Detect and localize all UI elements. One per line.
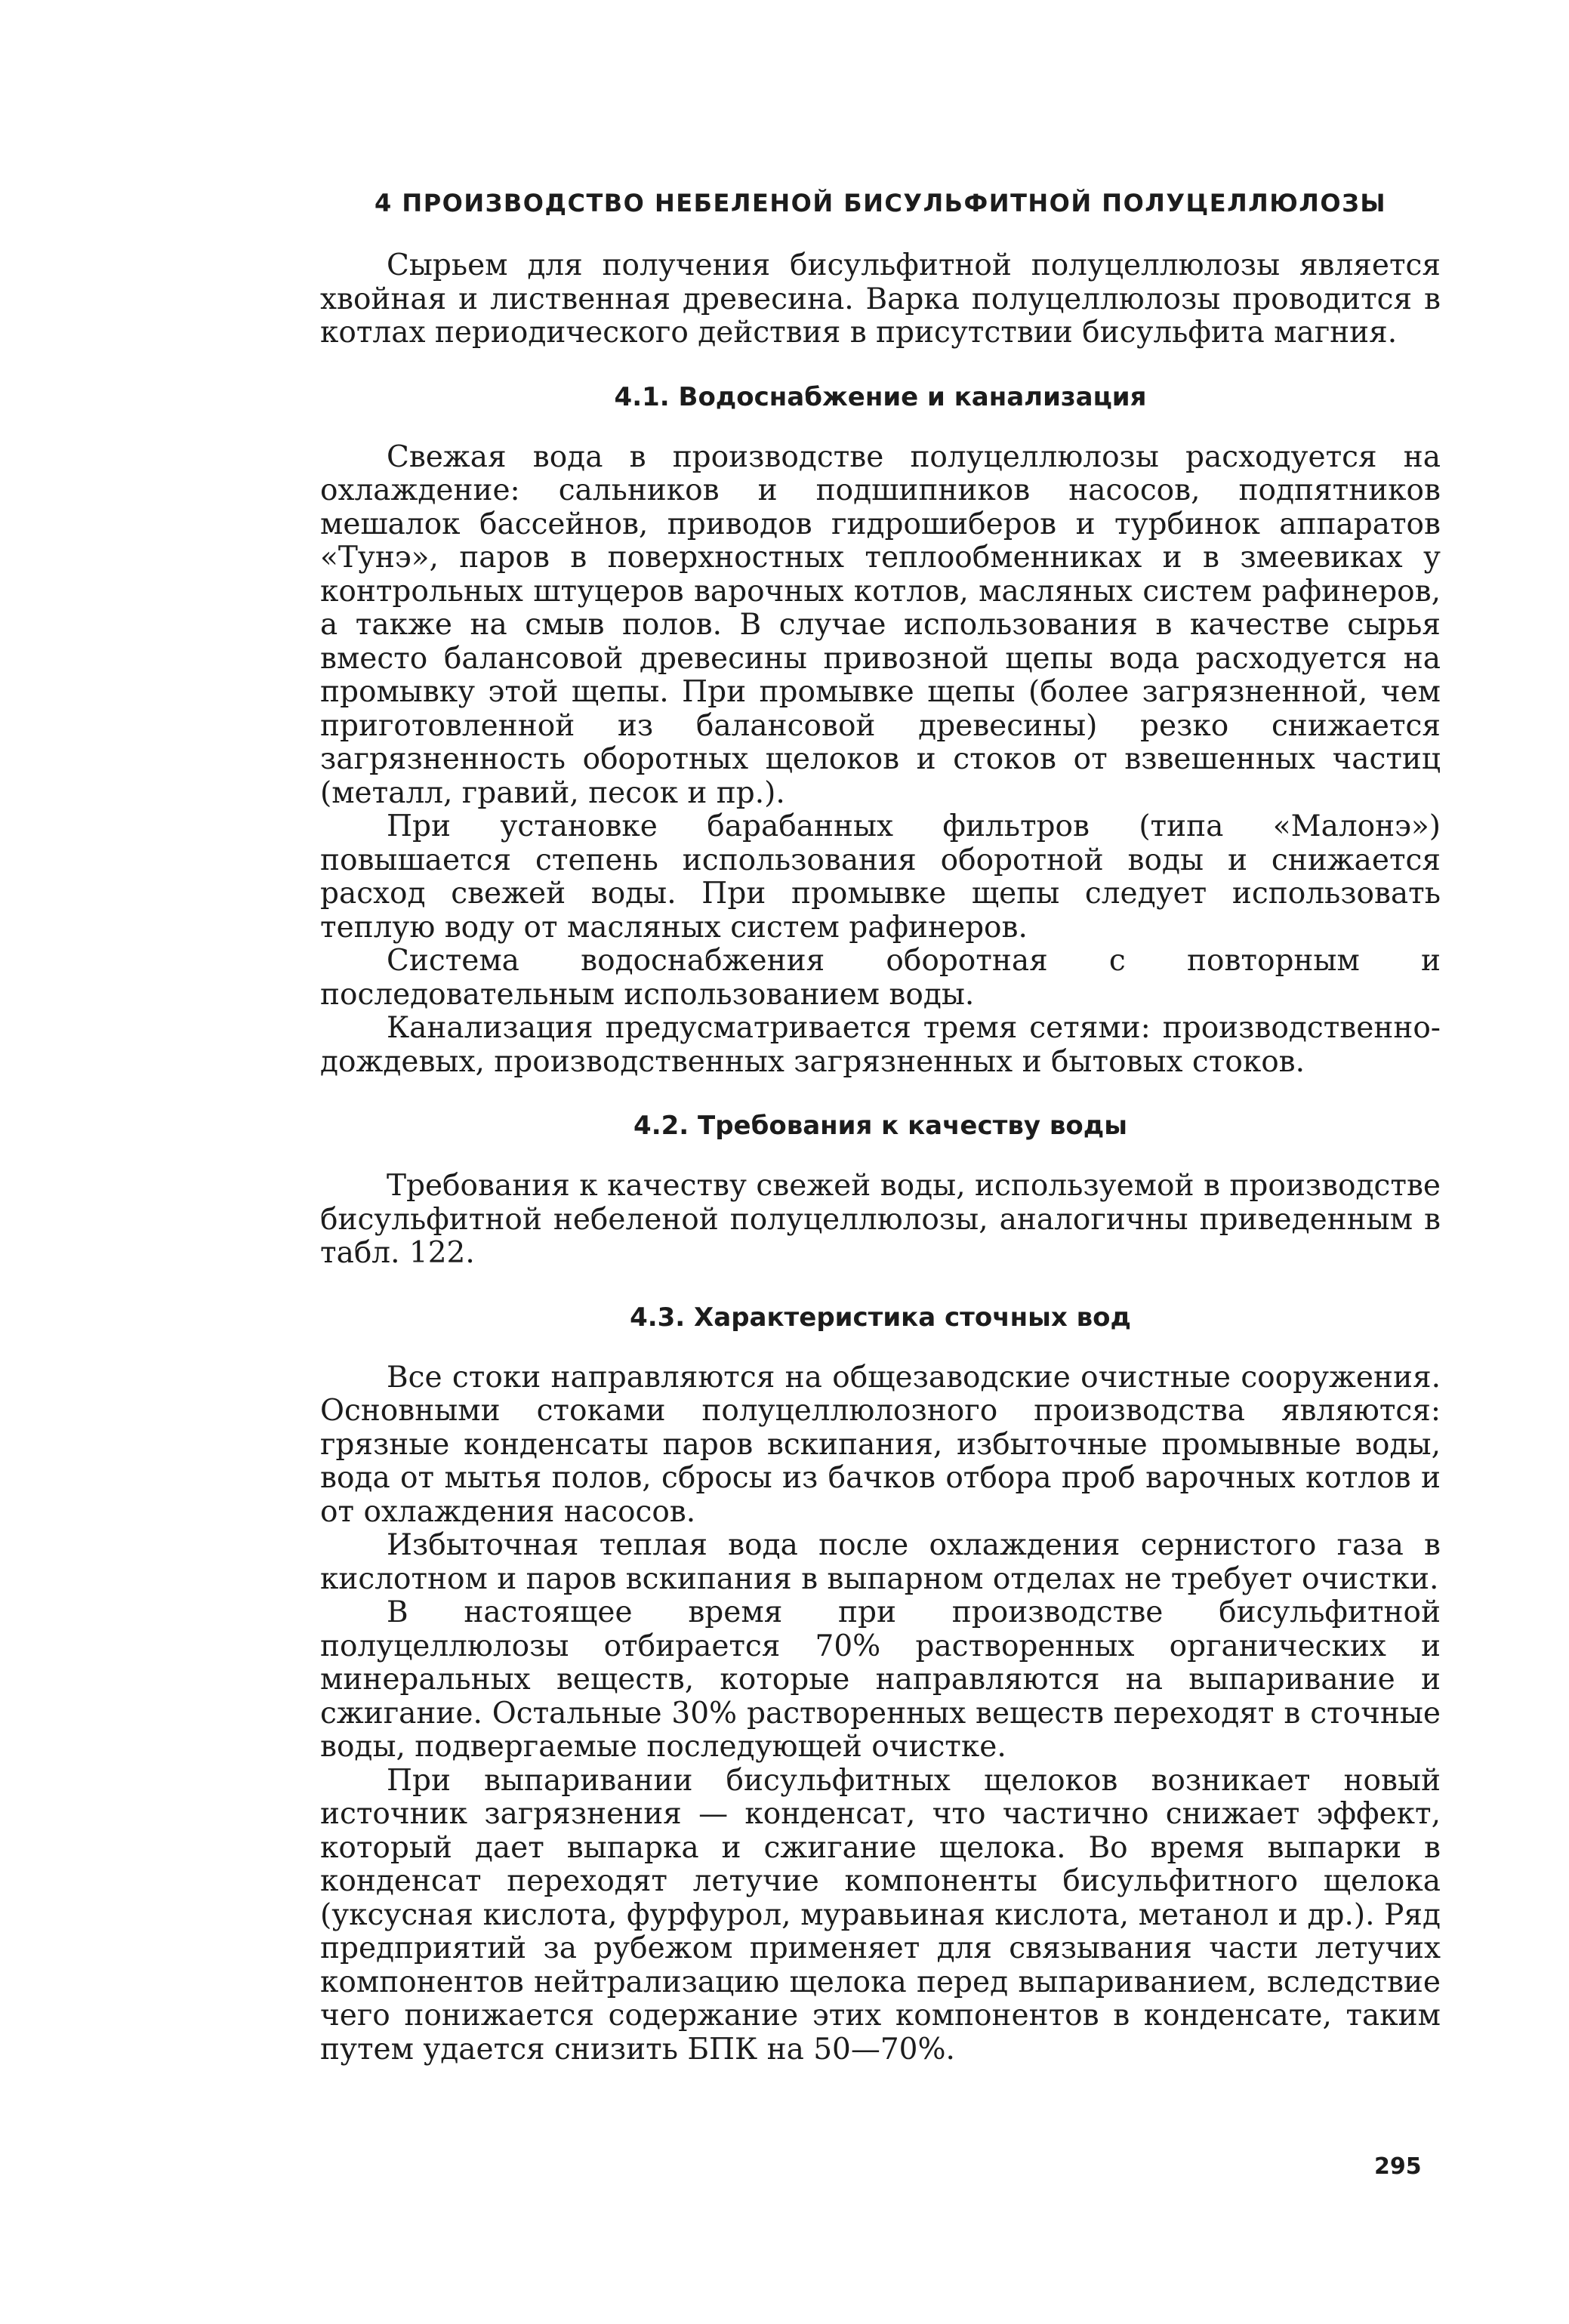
section-title: 4.2. Требования к качеству воды (633, 1111, 1127, 1141)
paragraph: Система водоснабжения оборотная с повторным и последовательным использованием воды. (320, 944, 1441, 1012)
section-water-quality (320, 1111, 1441, 1271)
page-number: 295 (1374, 2153, 1422, 2180)
paragraph: В настоящее время при производстве бисульфитной полуцеллюлозы отбирается 70% растворенных органических и минеральных веществ, которые направляются на выпаривание и сжигание. Остальные 30% растворенных веществ переходят в сточные воды, подвергаемые последующей очистке. (320, 1595, 1441, 1764)
page-body (320, 189, 1441, 2067)
paragraph: При выпаривании бисульфитных щелоков возникает новый источник загрязнения — конденсат, что частично снижает эффект, который дает выпарка и сжигание щелока. Во время выпарки в конденсат переходят летучие компоненты бисульфитного щелока (уксусная кислота, фурфурол, муравьиная кислота, метанол и др.). Ряд предприятий за рубежом применяет для связывания части летучих компонентов нейтрализацию щелока перед выпариванием, вследствие чего понижается содержание этих компонентов в конденсате, таким путем удается снизить БПК на 50—70%. (320, 1763, 1441, 2067)
section-title: 4.3. Характеристика сточных вод (630, 1302, 1131, 1333)
paragraph: Требования к качеству свежей воды, используемой в производстве бисульфитной небеленой полуцеллюлозы, аналогичны приведенным в табл. 122. (320, 1169, 1441, 1270)
section-wastewater (320, 1302, 1441, 2067)
chapter-title: 4 ПРОИЗВОДСТВО НЕБЕЛЕНОЙ БИСУЛЬФИТНОЙ ПОЛУЦЕЛЛЮЛОЗЫ (375, 189, 1386, 217)
section-water-supply (320, 382, 1441, 1080)
chapter-intro-paragraph: Сырьем для получения бисульфитной полуцеллюлозы является хвойная и лиственная древесина. Варка полуцеллюлозы проводится в котлах периодического действия в присутствии бисульфита магния. (320, 248, 1441, 350)
paragraph: Все стоки направляются на общезаводские очистные сооружения. Основными стоками полуцеллюлозного производства являются: грязные конденсаты паров вскипания, избыточные промывные воды, вода от мытья полов, сбросы из бачков отбора проб варочных котлов и от охлаждения насосов. (320, 1360, 1441, 1529)
paragraph: Избыточная теплая вода после охлаждения сернистого газа в кислотном и паров вскипания в выпарном отделах не требует очистки. (320, 1528, 1441, 1596)
section-title: 4.1. Водоснабжение и канализация (614, 381, 1147, 412)
paragraph: Свежая вода в производстве полуцеллюлозы расходуется на охлаждение: сальников и подшипников насосов, подпятников мешалок бассейнов, приводов гидрошиберов и турбинок аппаратов «Тунэ», паров в поверхностных теплообменниках и в змеевиках у контрольных штуцеров варочных котлов, масляных систем рафинеров, а также на смыв полов. В случае использования в качестве сырья вместо балансовой древесины привозной щепы вода расходуется на промывку этой щепы. При промывке щепы (более загрязненной, чем приготовленной из балансовой древесины) резко снижается загрязненность оборотных щелоков и стоков от взвешенных частиц (металл, гравий, песок и пр.). (320, 439, 1441, 810)
paragraph: Канализация предусматривается тремя сетями: производственно-дождевых, производственных загрязненных и бытовых стоков. (320, 1011, 1441, 1079)
paragraph: При установке барабанных фильтров (типа «Малонэ») повышается степень использования оборотной воды и снижается расход свежей воды. При промывке щепы следует использовать теплую воду от масляных систем рафинеров. (320, 809, 1441, 945)
